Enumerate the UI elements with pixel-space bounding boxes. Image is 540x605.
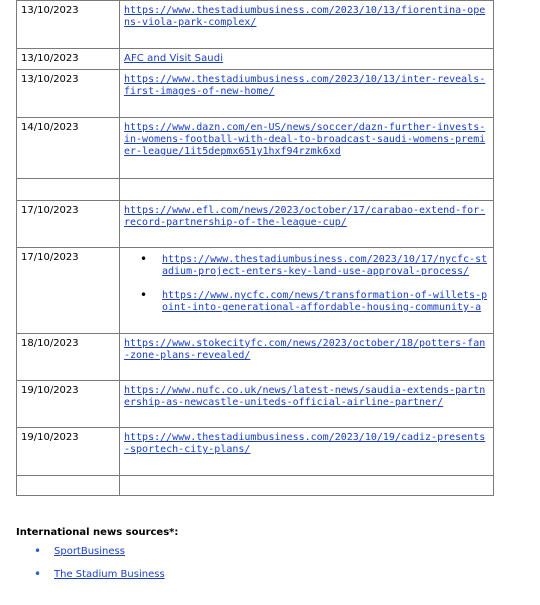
article-link[interactable]: https://www.nycfc.com/news/transformation-of-willets-point-into-generational-affordable-housing-community-a — [162, 290, 488, 313]
date-cell: 13/10/2023 — [17, 70, 120, 118]
list-item — [34, 546, 165, 569]
table-row — [17, 70, 494, 118]
article-link[interactable]: https://www.dazn.com/en-US/news/soccer/dazn-further-invests-in-womens-football-with-deal-to-broadcast-saudi-womens-premier-league/1it5depmx651y1hxf94rzmk6xd — [124, 122, 486, 157]
date-cell: 18/10/2023 — [17, 334, 120, 381]
article-link[interactable]: https://www.thestadiumbusiness.com/2023/10/13/inter-reveals-first-images-of-new-home/ — [124, 74, 486, 97]
link-list — [124, 254, 489, 314]
link-cell — [120, 428, 494, 476]
news-links-table — [16, 0, 494, 496]
date-cell: 13/10/2023 — [17, 1, 120, 49]
table-row — [17, 118, 494, 179]
table-row — [17, 179, 494, 201]
article-link[interactable]: https://www.thestadiumbusiness.com/2023/10/17/nycfc-stadium-project-enters-key-land-use-approval-process/ — [162, 254, 488, 277]
table-row — [17, 334, 494, 381]
table-row — [17, 428, 494, 476]
article-link[interactable]: AFC and Visit Saudi — [124, 53, 224, 64]
bullet-icon: • — [34, 544, 42, 558]
date-cell: 13/10/2023 — [17, 49, 120, 70]
bullet-icon: • — [140, 288, 148, 302]
date-cell: 17/10/2023 — [17, 248, 120, 334]
table-row — [17, 1, 494, 49]
date-cell — [17, 476, 120, 496]
link-cell — [120, 70, 494, 118]
sources-list — [34, 546, 165, 592]
link-cell — [120, 248, 494, 334]
article-link[interactable]: https://www.nufc.co.uk/news/latest-news/saudia-extends-partnership-as-newcastle-uniteds-official-airline-partner/ — [124, 385, 486, 408]
date-cell: 19/10/2023 — [17, 428, 120, 476]
list-item — [34, 569, 165, 592]
article-link[interactable]: https://www.thestadiumbusiness.com/2023/10/19/cadiz-presents-sportech-city-plans/ — [124, 432, 486, 455]
link-cell — [120, 201, 494, 248]
table-row — [17, 248, 494, 334]
link-cell — [120, 118, 494, 179]
link-cell — [120, 1, 494, 49]
link-cell — [120, 49, 494, 70]
link-cell — [120, 476, 494, 496]
article-link[interactable]: https://www.stokecityfc.com/news/2023/october/18/potters-fan-zone-plans-revealed/ — [124, 338, 486, 361]
table-row — [17, 476, 494, 496]
sources-heading: International news sources*: — [16, 527, 179, 538]
list-item — [140, 290, 489, 314]
date-cell — [17, 179, 120, 201]
table-row — [17, 49, 494, 70]
link-cell — [120, 381, 494, 428]
date-cell: 17/10/2023 — [17, 201, 120, 248]
link-cell — [120, 179, 494, 201]
bullet-icon: • — [140, 252, 148, 266]
date-cell: 19/10/2023 — [17, 381, 120, 428]
table-row — [17, 201, 494, 248]
date-cell: 14/10/2023 — [17, 118, 120, 179]
link-cell — [120, 334, 494, 381]
list-item — [140, 254, 489, 278]
article-link[interactable]: https://www.thestadiumbusiness.com/2023/10/13/fiorentina-opens-viola-park-complex/ — [124, 5, 486, 28]
article-link[interactable]: https://www.efl.com/news/2023/october/17/carabao-extend-for-record-partnership-of-the-league-cup/ — [124, 205, 486, 228]
bullet-icon: • — [34, 567, 42, 581]
source-link-stadium-business[interactable]: The Stadium Business — [54, 569, 165, 580]
source-link-sportbusiness[interactable]: SportBusiness — [54, 546, 125, 557]
table-row — [17, 381, 494, 428]
